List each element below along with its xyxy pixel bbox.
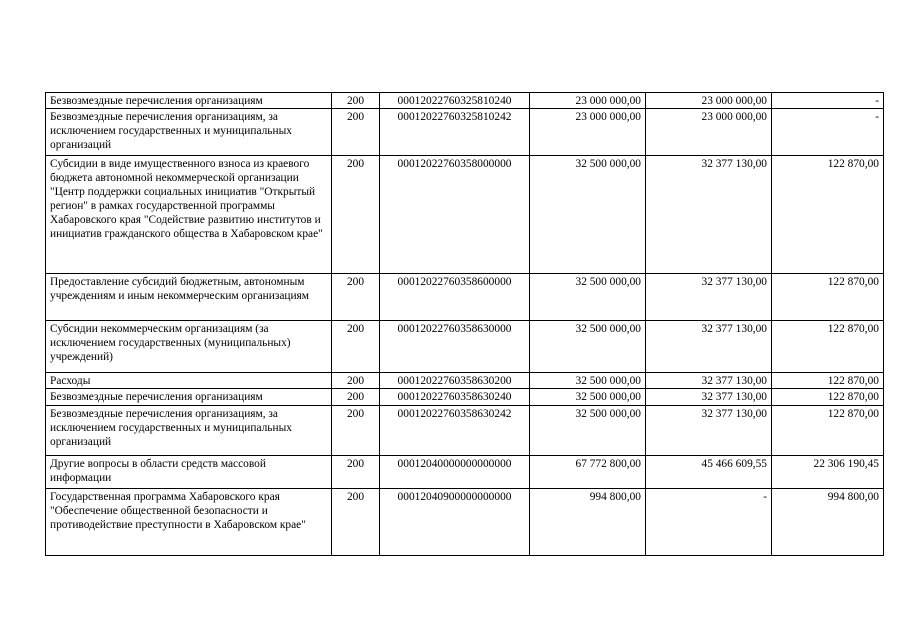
row-executed-cell: 23 000 000,00 (646, 93, 772, 109)
row-unexecuted-cell: 22 306 190,45 (772, 456, 884, 489)
row-approved-cell: 994 800,00 (530, 489, 646, 556)
row-approved-cell: 67 772 800,00 (530, 456, 646, 489)
row-code-cell: 200 (332, 406, 380, 456)
row-kbk-cell: 00012022760358000000 (380, 156, 530, 274)
table-body (46, 93, 884, 556)
row-approved-cell: 23 000 000,00 (530, 109, 646, 156)
row-unexecuted-cell: 122 870,00 (772, 373, 884, 389)
row-approved-cell: 32 500 000,00 (530, 373, 646, 389)
row-executed-cell: 32 377 130,00 (646, 389, 772, 406)
row-unexecuted-cell: - (772, 109, 884, 156)
table-row (46, 489, 884, 556)
row-kbk-cell: 00012040900000000000 (380, 489, 530, 556)
row-kbk-cell: 00012022760358630242 (380, 406, 530, 456)
row-code-cell: 200 (332, 274, 380, 321)
table-row (46, 93, 884, 109)
row-name-cell: Другие вопросы в области средств массовой информации (46, 456, 332, 489)
row-kbk-cell: 00012040000000000000 (380, 456, 530, 489)
row-code-cell: 200 (332, 389, 380, 406)
table-row (46, 109, 884, 156)
row-unexecuted-cell: 122 870,00 (772, 389, 884, 406)
row-name-cell: Расходы (46, 373, 332, 389)
table-row (46, 321, 884, 373)
row-code-cell: 200 (332, 373, 380, 389)
table-row (46, 456, 884, 489)
row-code-cell: 200 (332, 156, 380, 274)
row-unexecuted-cell: 122 870,00 (772, 321, 884, 373)
row-name-cell: Безвозмездные перечисления организациям (46, 389, 332, 406)
table-row (46, 406, 884, 456)
table-row (46, 274, 884, 321)
row-code-cell: 200 (332, 321, 380, 373)
row-approved-cell: 32 500 000,00 (530, 389, 646, 406)
row-approved-cell: 32 500 000,00 (530, 321, 646, 373)
row-code-cell: 200 (332, 109, 380, 156)
row-executed-cell: 32 377 130,00 (646, 373, 772, 389)
row-name-cell: Государственная программа Хабаровского края "Обеспечение общественной безопасности и противодействие преступности в Хабаровском крае" (46, 489, 332, 556)
row-kbk-cell: 00012022760358630000 (380, 321, 530, 373)
row-code-cell: 200 (332, 489, 380, 556)
row-name-cell: Субсидии в виде имущественного взноса из краевого бюджета автономной некоммерческой организации "Центр поддержки социальных инициатив "Открытый регион" в рамках государственной программы Хабаровского края "Содействие развитию институтов и инициатив гражданского общества в Хабаровском крае" (46, 156, 332, 274)
row-approved-cell: 23 000 000,00 (530, 93, 646, 109)
row-approved-cell: 32 500 000,00 (530, 274, 646, 321)
row-executed-cell: - (646, 489, 772, 556)
row-executed-cell: 32 377 130,00 (646, 406, 772, 456)
row-code-cell: 200 (332, 456, 380, 489)
row-kbk-cell: 00012022760325810240 (380, 93, 530, 109)
table-row (46, 156, 884, 274)
row-name-cell: Субсидии некоммерческим организациям (за исключением государственных (муниципальных) учреждений) (46, 321, 332, 373)
table-row (46, 373, 884, 389)
row-code-cell: 200 (332, 93, 380, 109)
row-name-cell: Предоставление субсидий бюджетным, автономным учреждениям и иным некоммерческим организациям (46, 274, 332, 321)
row-executed-cell: 32 377 130,00 (646, 274, 772, 321)
row-kbk-cell: 00012022760325810242 (380, 109, 530, 156)
row-name-cell: Безвозмездные перечисления организациям, за исключением государственных и муниципальных организаций (46, 109, 332, 156)
row-name-cell: Безвозмездные перечисления организациям, за исключением государственных и муниципальных организаций (46, 406, 332, 456)
row-kbk-cell: 00012022760358630240 (380, 389, 530, 406)
table-row (46, 389, 884, 406)
row-approved-cell: 32 500 000,00 (530, 156, 646, 274)
row-executed-cell: 32 377 130,00 (646, 321, 772, 373)
row-executed-cell: 45 466 609,55 (646, 456, 772, 489)
row-unexecuted-cell: 994 800,00 (772, 489, 884, 556)
row-unexecuted-cell: 122 870,00 (772, 156, 884, 274)
row-kbk-cell: 00012022760358600000 (380, 274, 530, 321)
row-approved-cell: 32 500 000,00 (530, 406, 646, 456)
row-executed-cell: 32 377 130,00 (646, 156, 772, 274)
row-unexecuted-cell: 122 870,00 (772, 274, 884, 321)
row-unexecuted-cell: - (772, 93, 884, 109)
row-unexecuted-cell: 122 870,00 (772, 406, 884, 456)
budget-execution-table (45, 92, 884, 556)
row-kbk-cell: 00012022760358630200 (380, 373, 530, 389)
row-name-cell: Безвозмездные перечисления организациям (46, 93, 332, 109)
row-executed-cell: 23 000 000,00 (646, 109, 772, 156)
